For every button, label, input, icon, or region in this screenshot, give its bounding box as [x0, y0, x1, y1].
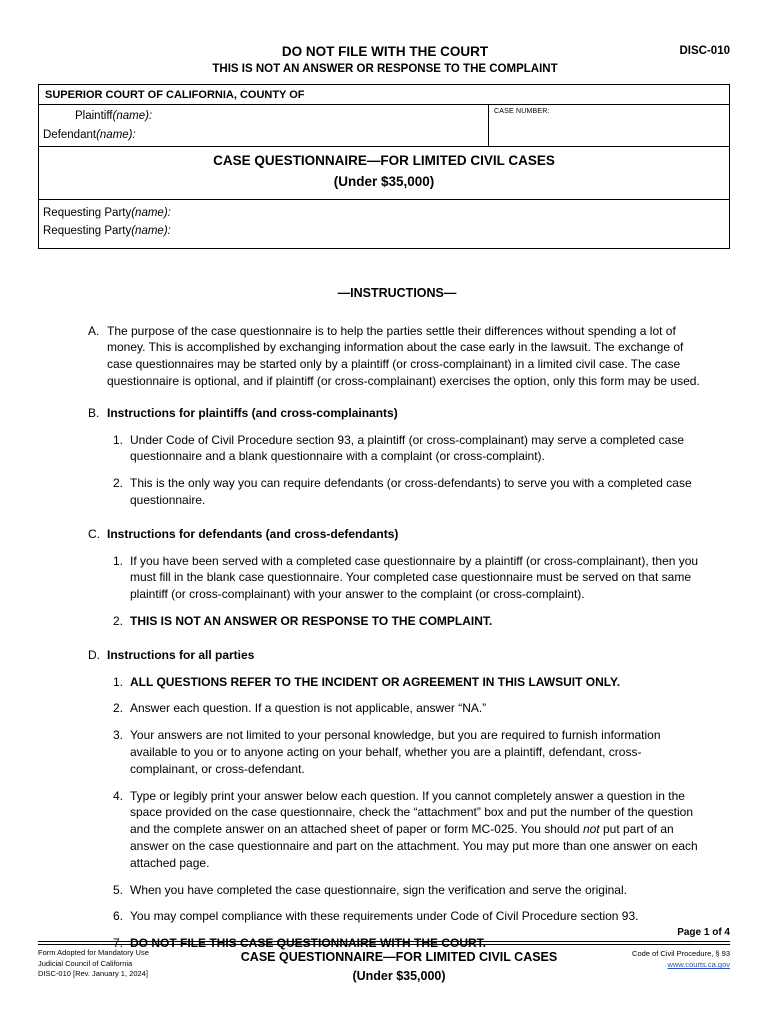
warning-title: DO NOT FILE WITH THE COURT — [281, 44, 489, 59]
defendant-line — [41, 129, 482, 141]
section-c — [88, 526, 706, 630]
county-field[interactable] — [305, 89, 723, 101]
requesting-party-2-label: Requesting Party — [43, 225, 132, 238]
footer-code-ref: Code of Civil Procedure, § 93 — [632, 949, 730, 958]
footer-legal-ref — [570, 948, 730, 986]
instructions-section — [88, 286, 706, 952]
footer-title-line1: CASE QUESTIONNAIRE—FOR LIMITED CIVIL CASES — [240, 950, 558, 964]
item-number: 7. — [113, 936, 124, 951]
form-title-line1: CASE QUESTIONNAIRE—FOR LIMITED CIVIL CASES — [213, 153, 555, 168]
plaintiff-label: Plaintiff — [75, 110, 113, 122]
item-text: This is the only way you can require defendants (or cross-defendants) to serve you with a completed case questionnaire. — [130, 476, 692, 507]
requesting-party-2-field[interactable] — [171, 222, 723, 240]
section-d-item-2 — [107, 700, 706, 717]
section-d — [88, 647, 706, 952]
section-c-heading: Instructions for defendants (and cross-defendants) — [107, 526, 399, 541]
item-number: 4. — [113, 788, 124, 803]
case-number-label: CASE NUMBER: — [494, 108, 550, 115]
section-b-label: B. — [88, 405, 100, 420]
court-title-label: SUPERIOR COURT OF CALIFORNIA, COUNTY OF — [45, 89, 305, 101]
plaintiff-line — [41, 110, 482, 122]
parties-row — [39, 105, 729, 146]
page-footer — [38, 927, 730, 986]
instructions-heading: —INSTRUCTIONS— — [337, 285, 457, 300]
caption-table — [38, 84, 730, 249]
defendant-name-hint: (name): — [96, 129, 136, 141]
item-number: 2. — [113, 701, 124, 716]
item-text: Your answers are not limited to your personal knowledge, but you are required to furnish information available to you or to anyone acting on your behalf, whether you are a plaintiff, defendant, cross-complainant, or cross-defendant. — [130, 728, 661, 776]
section-b-item-2 — [107, 475, 706, 509]
item-number: 5. — [113, 882, 124, 897]
plaintiff-name-hint: (name): — [112, 110, 153, 122]
section-d-item-5 — [107, 882, 706, 899]
item-text-part: put part of an answer on the case questionnaire and part on the attachment. You may put more than one answer on each attached page. — [130, 822, 698, 870]
section-d-item-1 — [107, 674, 706, 691]
requesting-party-1-label: Requesting Party — [43, 206, 132, 219]
footer-left-line2: Judicial Council of California — [38, 958, 133, 968]
item-text: Under Code of Civil Procedure section 93, a plaintiff (or cross-complainant) may serve a completed case questionnaire and a blank questionnaire with a complaint (or cross-complaint). — [130, 432, 685, 464]
requesting-party-line-2 — [43, 222, 723, 240]
form-number: DISC-010 — [679, 45, 730, 57]
footer-left-line1: Form Adopted for Mandatory Use — [38, 948, 149, 957]
court-row — [39, 85, 729, 105]
item-number: 1. — [113, 674, 124, 689]
item-number: 2. — [113, 476, 124, 491]
item-text: DO NOT FILE THIS CASE QUESTIONNAIRE WITH THE COURT. — [130, 936, 487, 951]
item-text-part: Type or legibly print your answer below each question. If you cannot completely answer a question in the space provided on the case questionnaire, check the “attachment” box and put the number of the question and the complete answer on an attached sheet of paper or form MC-025. You should — [130, 788, 694, 837]
item-text: Answer each question. If a question is not applicable, answer “NA.” — [130, 701, 487, 716]
footer-left-line3: DISC-010 [Rev. January 1, 2024] — [38, 969, 148, 978]
warning-subtitle: THIS IS NOT AN ANSWER OR RESPONSE TO THE COMPLAINT — [212, 63, 558, 75]
item-number: 2. — [113, 613, 124, 628]
section-b-item-1 — [107, 432, 706, 466]
item-text: You may compel compliance with these requirements under Code of Civil Procedure section 93. — [130, 909, 639, 924]
footer-divider — [38, 941, 730, 945]
section-d-item-4 — [107, 788, 706, 872]
plaintiff-name-field[interactable] — [152, 110, 482, 122]
section-c-item-2 — [107, 613, 706, 630]
footer-form-title — [228, 948, 570, 986]
item-number: 6. — [113, 909, 124, 924]
section-c-label: C. — [88, 526, 100, 541]
page-indicator: Page 1 of 4 — [677, 927, 730, 938]
item-text: If you have been served with a completed case questionnaire by a plaintiff (or cross-complainant), then you must fill in the blank case questionnaire. Your completed case questionnaire must be served on that same plaintiff (or cross-complainant) with your answer to the complaint (or cross-complaint). — [130, 553, 699, 602]
section-b — [88, 405, 706, 509]
section-d-heading: Instructions for all parties — [107, 647, 255, 662]
form-title-row — [39, 146, 729, 199]
item-text — [130, 788, 706, 872]
top-warning-block — [0, 0, 770, 75]
requesting-party-2-hint: (name): — [131, 225, 171, 238]
section-c-item-1 — [107, 553, 706, 603]
item-number: 1. — [113, 432, 124, 447]
requesting-party-1-field[interactable] — [171, 204, 723, 222]
case-number-cell — [488, 105, 729, 146]
courts-website-link[interactable]: www.courts.ca.gov — [667, 960, 730, 970]
section-d-item-3 — [107, 727, 706, 777]
section-a-label: A. — [88, 323, 100, 338]
item-number: 1. — [113, 553, 124, 568]
requesting-party-1-hint: (name): — [131, 206, 171, 219]
section-a — [88, 323, 706, 390]
requesting-party-row — [39, 199, 729, 248]
footer-adoption-info — [38, 948, 228, 986]
form-title-line2: (Under $35,000) — [333, 173, 435, 189]
item-text: THIS IS NOT AN ANSWER OR RESPONSE TO THE COMPLAINT. — [130, 613, 493, 628]
requesting-party-line-1 — [43, 204, 723, 222]
item-text-italic: not — [582, 822, 600, 837]
item-text: ALL QUESTIONS REFER TO THE INCIDENT OR AGREEMENT IN THIS LAWSUIT ONLY. — [130, 674, 621, 689]
item-text: When you have completed the case questionnaire, sign the verification and serve the original. — [130, 882, 627, 897]
case-number-field[interactable] — [494, 115, 724, 141]
section-b-heading: Instructions for plaintiffs (and cross-complainants) — [107, 405, 398, 420]
defendant-label: Defendant — [43, 129, 97, 141]
section-a-text: The purpose of the case questionnaire is to help the parties settle their differences without spending a lot of money. This is accomplished by exchanging information about the case early in the lawsuit. The exchange of case questionnaires may be started only by a plaintiff (or cross-complainant) in a limited civil case. The case questionnaire is optional, and if plaintiff (or cross-complainant) exercises the option, only this form may be used. — [107, 323, 700, 389]
item-number: 3. — [113, 728, 124, 743]
parties-cell — [39, 105, 488, 146]
section-d-item-6 — [107, 908, 706, 925]
section-d-label: D. — [88, 647, 100, 662]
footer-title-line2: (Under $35,000) — [352, 968, 446, 983]
defendant-name-field[interactable] — [136, 129, 482, 141]
